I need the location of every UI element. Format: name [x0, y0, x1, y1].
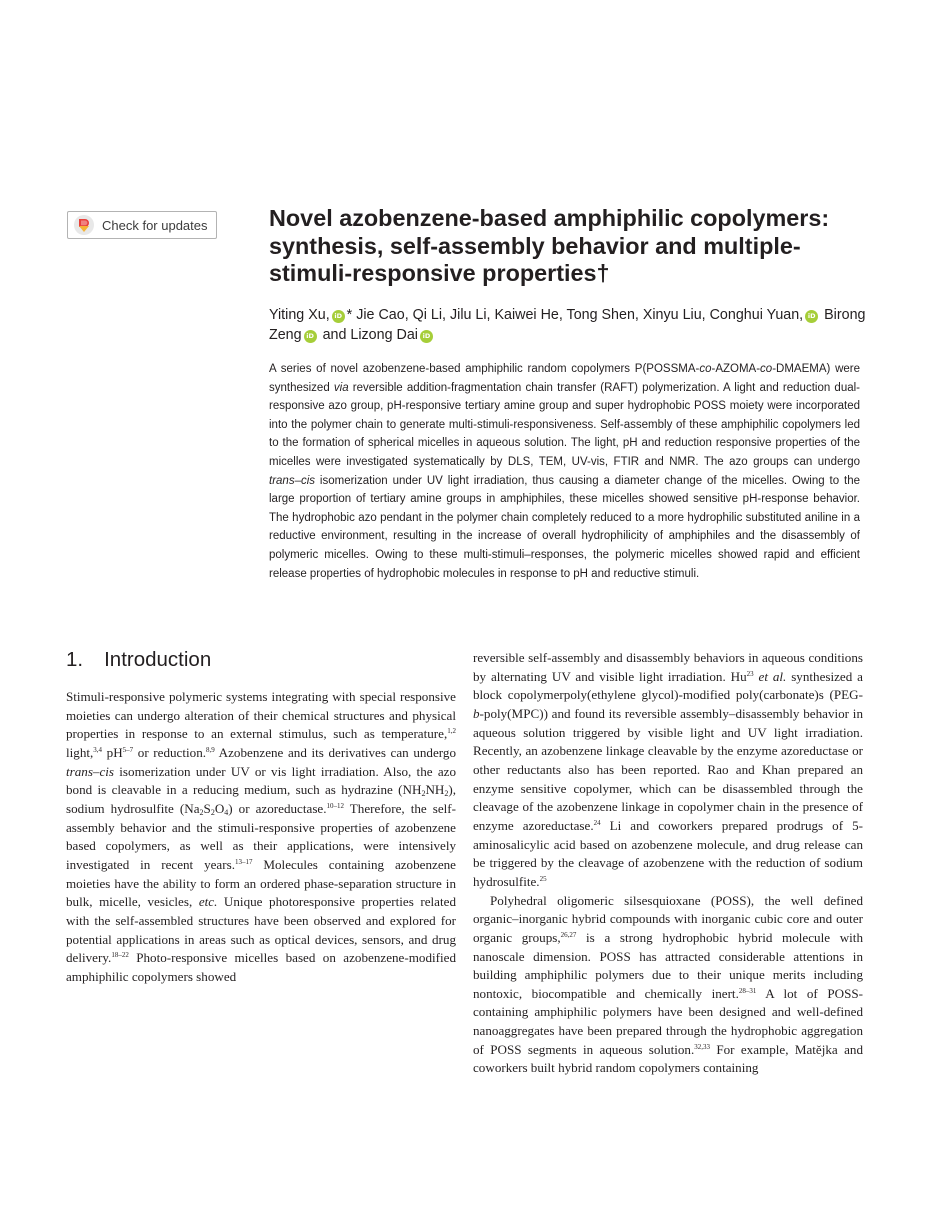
author-dai: and Lizong Dai: [322, 326, 418, 343]
orcid-icon[interactable]: iD: [805, 310, 818, 323]
author-zeng: Birong Zeng: [269, 307, 866, 343]
paragraph: reversible self-assembly and disassembly behaviors in aqueous conditions by alternating UV and visible light irradiation. Hu$^{23}$ et al. synthesized a block copolymerpoly(ethylene glycol)-modified poly(carbonate)s (PEG-b-poly(MPC)) and found its reversible assembly–disassembly behavior in aqueous solution triggered by visible light and UV light irradiation. Recently, an azobenzene linkage cleavable by the enzyme azoreductase or other reductants also has been reported. Rao and Khan prepared an enzyme sensitive copolymer, which can be disassembled through the cleavage of the azobenzene linkage in copolymer chain in the presence of enzyme azoreductase.$^{24}$ Li and coworkers prepared prodrugs of 5-aminosalicylic acid based on azobenzene molecule, and drug release can be triggered by the cleavage of azobenzene with the reduction of sodium hydrosulfite.$^{25}$: [473, 650, 864, 889]
body-column-left: [66, 688, 456, 987]
corresponding-mark: *: [346, 307, 353, 323]
citation[interactable]: 18–22: [111, 951, 129, 960]
citation[interactable]: 10–12: [326, 801, 344, 810]
citation[interactable]: 13–17: [234, 857, 253, 866]
paragraph: Polyhedral oligomeric silsesquioxane (POSS), the well defined organic–inorganic hybrid compounds with inorganic cubic core and outer organic groups,$^{26,27}$ is a strong hydrophobic hybrid molecule with nanoscale dimension. POSS has attracted considerable attentions in building amphiphilic polymers due to their unique merits including nontoxic, biocompatible and chemically inert.$^{28-31}$ A lot of POSS-containing amphiphilic polymers have been designed and well-defined nanoaggregates have been prepared through the hydrophobic aggregation of POSS segments in aqueous solution.$^{32,33}$ For example, Matějka and coworkers built hybrid random copolymers containing: [473, 892, 863, 1076]
author-list-middle: Jie Cao, Qi Li, Jilu Li, Kaiwei He, Tong Shen, Xinyu Liu, Conghui Yuan,: [356, 307, 804, 323]
citation[interactable]: 28–31: [738, 986, 757, 995]
author-list: [269, 306, 869, 345]
orcid-icon[interactable]: iD: [332, 310, 345, 323]
citation[interactable]: 25: [539, 874, 547, 883]
article-title: Novel azobenzene-based amphiphilic copolymers: synthesis, self-assembly behavior and multiple-stimuli-responsive properties†: [269, 205, 830, 286]
paragraph: Stimuli-responsive polymeric systems integrating with special responsive moieties can undergo alteration of their chemical structures and physical properties in response to an external stimulus, such as temperature,$^{1,2}$ light,$^{3,4}$ $pH^{5-7}$ or reduction.$^{8,9}$ Azobenzene and its derivatives can undergo trans–cis isomerization under UV or vis light irradiation. Also, the azo bond is cleavable in a reducing medium, such as hydrazine $(NH_2NH_2)$, sodium hydrosulfite $(Na_2S_2O_4)$ or azoreductase.$^{10-12}$ Therefore, the self-assembly behavior and the stimuli-responsive properties of azobenzene based copolymers, as well as their applications, were intensively investigated in recent years.$^{13-17}$ Molecules containing azobenzene moieties have the ability to form an ordered phase-separation structure in bulk, micelle, vesicles, etc. Unique photoresponsive properties related with the self-assembled structures have been observed and explored for potential applications in areas such as optical devices, sensors, and drug delivery.$^{18-22}$ Photo-responsive micelles based on azobenzene-modified amphiphilic copolymers showed: [66, 689, 456, 984]
orcid-icon[interactable]: iD: [304, 330, 317, 343]
section-heading: 1. Introduction: [66, 648, 212, 671]
check-for-updates-badge[interactable]: [67, 211, 217, 239]
citation[interactable]: 24: [593, 818, 601, 827]
abstract: A series of novel azobenzene-based amphiphilic random copolymers P(POSSMA-co-AZOMA-co-DMAEMA) were synthesized via reversible addition-fragmentation chain transfer (RAFT) polymerization. A light and reduction dual-responsive azo group, pH-responsive tertiary amine group and super hydrophobic POSS moiety were incorporated into the polymer chain to generate multi-stimuli-responsiveness. Self-assembly of these amphiphilic copolymers led to the formation of spherical micelles in aqueous solution. The light, pH and reduction responsive properties of the micelles were investigated systematically by DLS, TEM, UV-vis, FTIR and NMR. The azo groups can undergo trans–cis isomerization under UV light irradiation, thus causing a diameter change of the micelles. Owing to the large proportion of tertiary amine groups in amphiphiles, these micelles showed sensitive pH-response behavior. The hydrophobic azo pendant in the polymer chain completely reduced to a more hydrophilic substituted aniline in a reductive environment, resulting in the increase of overall hydrophilicity of amphiphiles and the disassembly of polymeric micelles. Owing to these multi-stimuli–responses, the polymeric micelles showed rapid and efficient release properties of hydrophobic molecules in response to pH and reductive stimuli.: [269, 363, 860, 580]
citation[interactable]: 23: [746, 669, 754, 678]
citation[interactable]: 5–7: [122, 745, 134, 754]
citation[interactable]: 26,27: [560, 930, 577, 939]
citation[interactable]: 3,4: [93, 745, 103, 754]
citation[interactable]: 8,9: [206, 745, 215, 754]
body-column-right: [473, 649, 863, 1078]
check-updates-icon: [73, 214, 95, 236]
citation[interactable]: 32,33: [694, 1042, 710, 1051]
orcid-icon[interactable]: iD: [420, 330, 433, 343]
citation[interactable]: 1,2: [447, 727, 456, 736]
author-xu: Yiting Xu,: [269, 307, 330, 323]
check-for-updates-label: Check for updates: [102, 217, 208, 233]
